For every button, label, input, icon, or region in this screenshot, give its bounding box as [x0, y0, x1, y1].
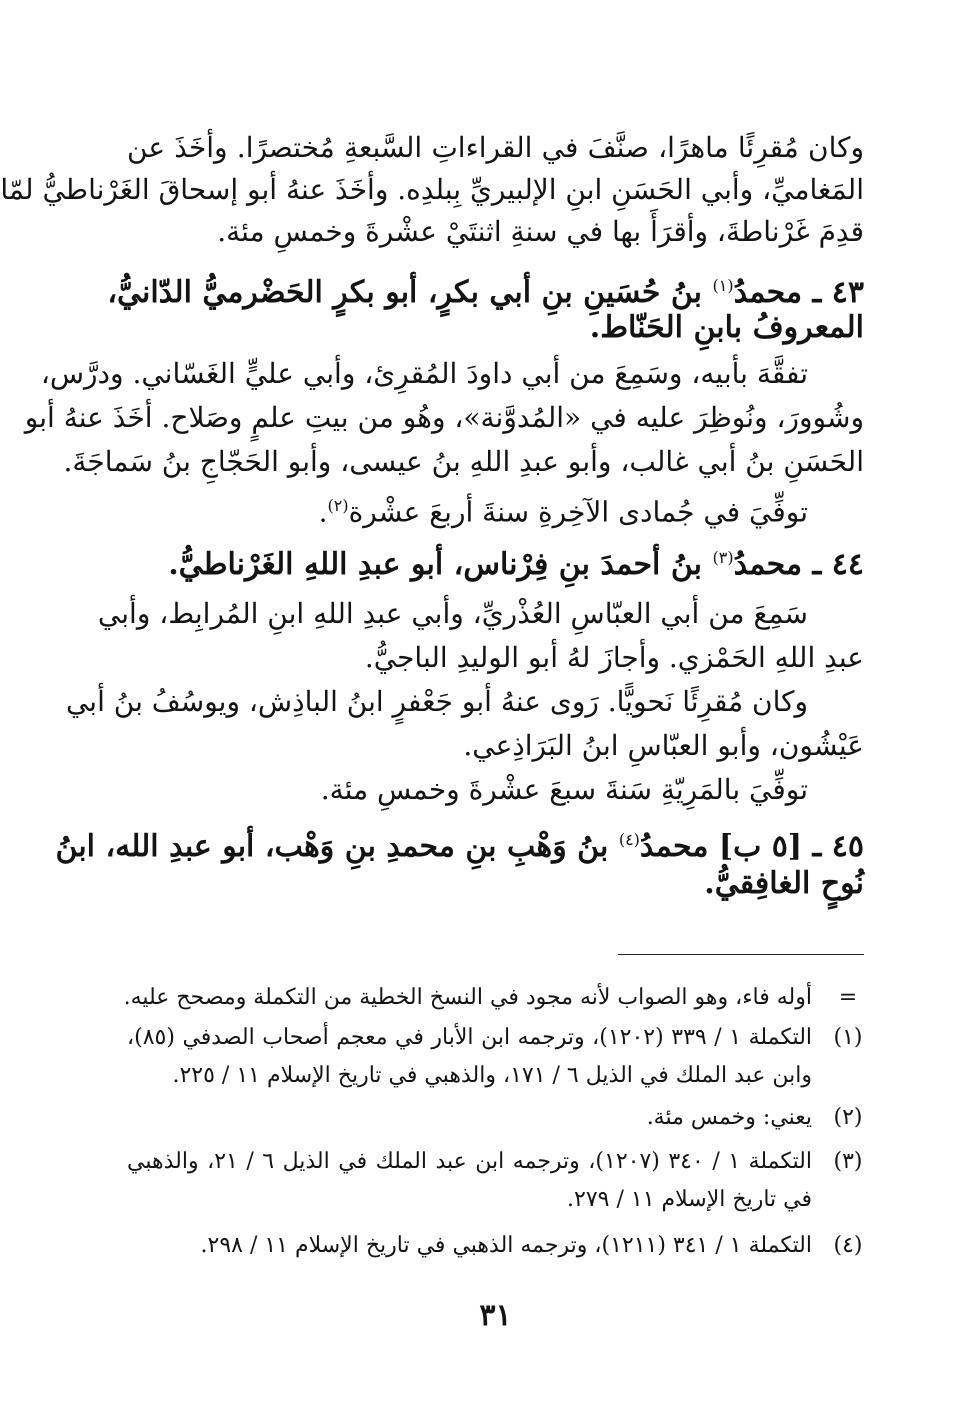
text-line: قدِمَ غَرْناطةَ، وأقرَأَ بها في سنةِ اثنتَيْ عشْرةَ وخمسِ مئة. [217, 215, 864, 248]
text-line: عبدِ اللهِ الحَمْزي. وأجازَ لهُ أبو الوليدِ الباجيُّ. [364, 641, 864, 674]
text-line: وكان مُقرِئًا ماهرًا، صنَّفَ في القراءاتِ السَّبعةِ مُختصرًا. وأخَذَ عن [127, 131, 864, 164]
entry-heading-lineage: بنُ وَهْبِ بنِ محمدِ بنِ وَهْب، أبو عبدِ الله، ابنُ [55, 829, 619, 864]
footnote-cont-marker: = [838, 985, 858, 1010]
entry-heading-cont: نُوحٍ الغافِقيُّ. [704, 866, 864, 901]
footnote-ref: (٣) [712, 548, 734, 567]
footnote-separator [618, 954, 864, 955]
footnote-ref: (٤) [618, 830, 640, 849]
entry-heading [55, 818, 864, 864]
entry-heading [127, 536, 864, 580]
text-line: وشُوورَ، ونُوظِرَ عليه في «المُدوَّنة»، وهُو من بيتِ علمٍ وصَلاح. أخَذَ عنهُ أبو [24, 401, 864, 434]
text-line: عَيْشُون، وأبو العبّاسِ ابنُ البَرَاذِعي. [463, 729, 864, 762]
footnote-ref: (١) [712, 276, 734, 295]
text-line: الحَسَنِ بنُ أبي غالب، وأبو عبدِ اللهِ بنُ عيسى، وأبو الحَجّاجِ بنُ سَماجَةَ. [63, 445, 864, 478]
entry-heading-name: ٤٣ ـ محمدُ [733, 275, 864, 310]
footnote-text: التكملة ١ / ٣٤٠ (١٢٠٧)، وترجمه ابن عبد الملك في الذيل ٦ / ٢١، والذهبي [127, 1149, 812, 1174]
footnote-number: (٢) [833, 1105, 863, 1130]
entry-heading-cont: المعروفُ بابنِ الحَنّاط. [589, 310, 864, 345]
footnote-2 [127, 1100, 864, 1136]
footnote-4 [127, 1228, 864, 1264]
footnote-3 [127, 1144, 864, 1180]
footnote-number: (٣) [833, 1149, 863, 1174]
footnote-1 [127, 1020, 864, 1056]
footnote-text: أوله فاء، وهو الصواب لأنه مجود في النسخ الخطية من التكملة ومصحح عليه. [123, 985, 812, 1010]
text-run: توفِّيَ في جُمادى الآخِرةِ سنةَ أربعَ عشْرة [348, 495, 808, 529]
text-line: توفِّيَ بالمَرِيّةِ سَنةَ سبعَ عشْرةَ وخمسِ مئة. [320, 773, 808, 806]
text-run: . [318, 495, 328, 529]
footnote-text: في تاريخ الإسلام ١١ / ٢٧٩. [567, 1187, 812, 1212]
entry-heading-lineage: بنُ أحمدَ بنِ فِرْناس، أبو عبدِ اللهِ الغَرْناطيُّ. [168, 547, 713, 582]
footnote-1-cont [127, 1058, 864, 1094]
text-line: سَمِعَ من أبي العبّاسِ العُذْريِّ، وأبي عبدِ اللهِ ابنِ المُرابِط، وأبي [97, 597, 808, 630]
footnote-text: يعني: وخمس مئة. [646, 1105, 812, 1130]
entry-heading-name: ٤٤ ـ محمدُ [733, 547, 864, 582]
footnote-continuation [123, 980, 864, 1016]
text-line [127, 484, 808, 528]
footnote-text: وابن عبد الملك في الذيل ٦ / ١٧١، والذهبي في تاريخ الإسلام ١١ / ٢٢٥. [172, 1063, 812, 1088]
page-number: ٣١ [479, 1298, 512, 1333]
text-line: وكان مُقرِئًا نَحويًّا. رَوى عنهُ أبو جَعْفرٍ ابنُ الباذِش، ويوسُفُ بنُ أبي [65, 685, 808, 718]
footnote-ref: (٢) [327, 496, 349, 515]
footnote-number: (١) [833, 1025, 863, 1050]
text-line: المَغاميِّ، وأبي الحَسَنِ ابنِ الإلبيريِّ بِبلدِه. وأخَذَ عنهُ أبو إسحاقَ الغَرْناطيُّ لمّا [0, 173, 864, 206]
footnote-text: التكملة ١ / ٣٣٩ (١٢٠٢)، وترجمه ابن الأبار في معجم أصحاب الصدفي (٨٥)، [127, 1025, 813, 1050]
entry-heading [107, 264, 864, 310]
footnote-number: (٤) [833, 1233, 863, 1258]
footnote-text: التكملة ١ / ٣٤١ (١٢١١)، وترجمه الذهبي في تاريخ الإسلام ١١ / ٢٩٨. [200, 1233, 812, 1258]
entry-heading-name: ٤٥ ـ [٥ ب] محمدُ [639, 829, 864, 864]
entry-heading-lineage: بنُ حُسَينِ بنِ أبي بكرٍ، أبو بكرٍ الحَضْرميُّ الدّانيُّ، [107, 275, 713, 310]
text-line: تفقَّهَ بأبيه، وسَمِعَ من أبي داودَ المُقرِئ، وأبي عليٍّ الغَسّاني. ودرَّس، [40, 357, 808, 390]
footnote-3-cont [127, 1182, 864, 1218]
